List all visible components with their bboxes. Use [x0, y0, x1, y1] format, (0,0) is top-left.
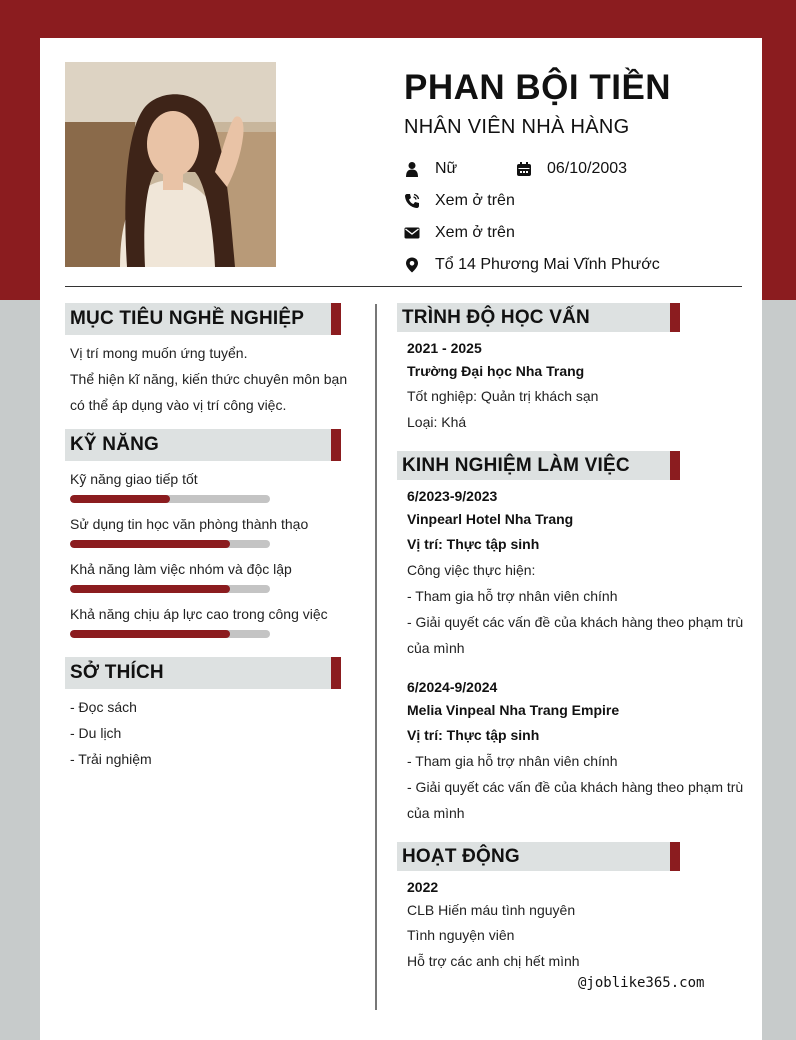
job-detail-line: - Tham gia hỗ trợ nhân viên chính [407, 753, 618, 769]
calendar-icon [516, 161, 532, 177]
skills-heading [65, 429, 341, 461]
skill-label: Khả năng chịu áp lực cao trong công việc [70, 606, 328, 622]
job-period: 6/2024-9/2024 [407, 679, 498, 695]
skill-label: Kỹ năng giao tiếp tốt [70, 471, 198, 487]
activity-line: Tình nguyện viên [407, 927, 515, 943]
skills-heading-text: KỸ NĂNG [70, 434, 160, 455]
hobbies-heading [65, 657, 341, 689]
person-icon [404, 161, 420, 177]
heading-accent-bar [670, 842, 680, 871]
activities-heading [397, 842, 680, 871]
job-detail-line: Công việc thực hiện: [407, 562, 536, 578]
objective-line: Thể hiện kĩ năng, kiến thức chuyên môn bạn [70, 371, 348, 387]
skill-bar-fill [70, 630, 230, 638]
hobby-item: - Đọc sách [70, 699, 137, 715]
left-corner-decoration [0, 272, 40, 300]
header-divider [65, 286, 742, 287]
gender-row [404, 160, 457, 178]
education-grade: Loại: Khá [407, 414, 467, 430]
job-detail-line: của mình [407, 640, 465, 656]
candidate-job-title: NHÂN VIÊN NHÀ HÀNG [404, 116, 630, 138]
job-detail-line: - Giải quyết các vấn đề của khách hàng theo phạm trù [407, 614, 744, 630]
skill-bar-fill [70, 585, 230, 593]
education-period: 2021 - 2025 [407, 340, 482, 356]
birthdate-value: 06/10/2003 [547, 160, 628, 177]
left-grey-band [0, 300, 40, 1040]
skill-bar-fill [70, 495, 170, 503]
phone-icon [404, 193, 420, 209]
job-period: 6/2023-9/2023 [407, 488, 498, 504]
skill-bar-fill [70, 540, 230, 548]
education-major: Tốt nghiệp: Quản trị khách sạn [407, 388, 599, 404]
heading-accent-bar [331, 657, 341, 689]
profile-photo [65, 62, 276, 267]
skill-bar [70, 585, 270, 593]
skill-bar [70, 495, 270, 503]
heading-accent-bar [670, 303, 680, 332]
activity-line: Hỗ trợ các anh chị hết mình [407, 953, 580, 969]
column-divider [375, 304, 377, 1010]
birthdate-row [516, 160, 627, 178]
email-value: Xem ở trên [435, 224, 515, 241]
objective-line: Vị trí mong muốn ứng tuyển. [70, 345, 248, 361]
skill-label: Khả năng làm việc nhóm và độc lập [70, 561, 292, 577]
hobbies-heading-text: SỞ THÍCH [70, 662, 164, 683]
objective-heading [65, 303, 341, 335]
location-pin-icon [404, 257, 420, 273]
job-company: Melia Vinpeal Nha Trang Empire [407, 702, 620, 718]
address-value: Tổ 14 Phương Mai Vĩnh Phước [435, 256, 660, 273]
hobby-item: - Trải nghiệm [70, 751, 152, 767]
hobby-item: - Du lịch [70, 725, 122, 741]
email-row [404, 224, 515, 242]
skill-bar [70, 630, 270, 638]
experience-heading-text: KINH NGHIỆM LÀM VIỆC [402, 454, 630, 476]
address-row [404, 256, 660, 274]
job-detail-line: của mình [407, 805, 465, 821]
education-heading [397, 303, 680, 332]
right-corner-decoration [762, 272, 796, 300]
job-company: Vinpearl Hotel Nha Trang [407, 511, 574, 527]
heading-accent-bar [331, 429, 341, 461]
activities-heading-text: HOẠT ĐỘNG [402, 845, 520, 867]
job-position: Vị trí: Thực tập sinh [407, 536, 540, 552]
right-grey-band [762, 300, 796, 1040]
phone-value: Xem ở trên [435, 192, 515, 209]
experience-heading [397, 451, 680, 480]
heading-accent-bar [670, 451, 680, 480]
skill-label: Sử dụng tin học văn phòng thành thạo [70, 516, 309, 532]
job-position: Vị trí: Thực tập sinh [407, 727, 540, 743]
education-school: Trường Đại học Nha Trang [407, 363, 585, 379]
envelope-icon [404, 225, 420, 241]
heading-accent-bar [331, 303, 341, 335]
objective-line: có thể áp dụng vào vị trí công việc. [70, 397, 287, 413]
candidate-name: PHAN BỘI TIỀN [404, 68, 672, 107]
activity-year: 2022 [407, 879, 439, 895]
activity-line: CLB Hiến máu tình nguyên [407, 902, 576, 918]
job-detail-line: - Giải quyết các vấn đề của khách hàng theo phạm trù [407, 779, 744, 795]
skill-bar [70, 540, 270, 548]
objective-heading-text: MỤC TIÊU NGHỀ NGHIỆP [70, 308, 305, 329]
job-detail-line: - Tham gia hỗ trợ nhân viên chính [407, 588, 618, 604]
phone-row [404, 192, 515, 210]
education-heading-text: TRÌNH ĐỘ HỌC VẤN [402, 306, 590, 328]
watermark: @joblike365.com [578, 975, 705, 991]
gender-value: Nữ [435, 160, 458, 177]
cv-page [40, 38, 762, 1040]
